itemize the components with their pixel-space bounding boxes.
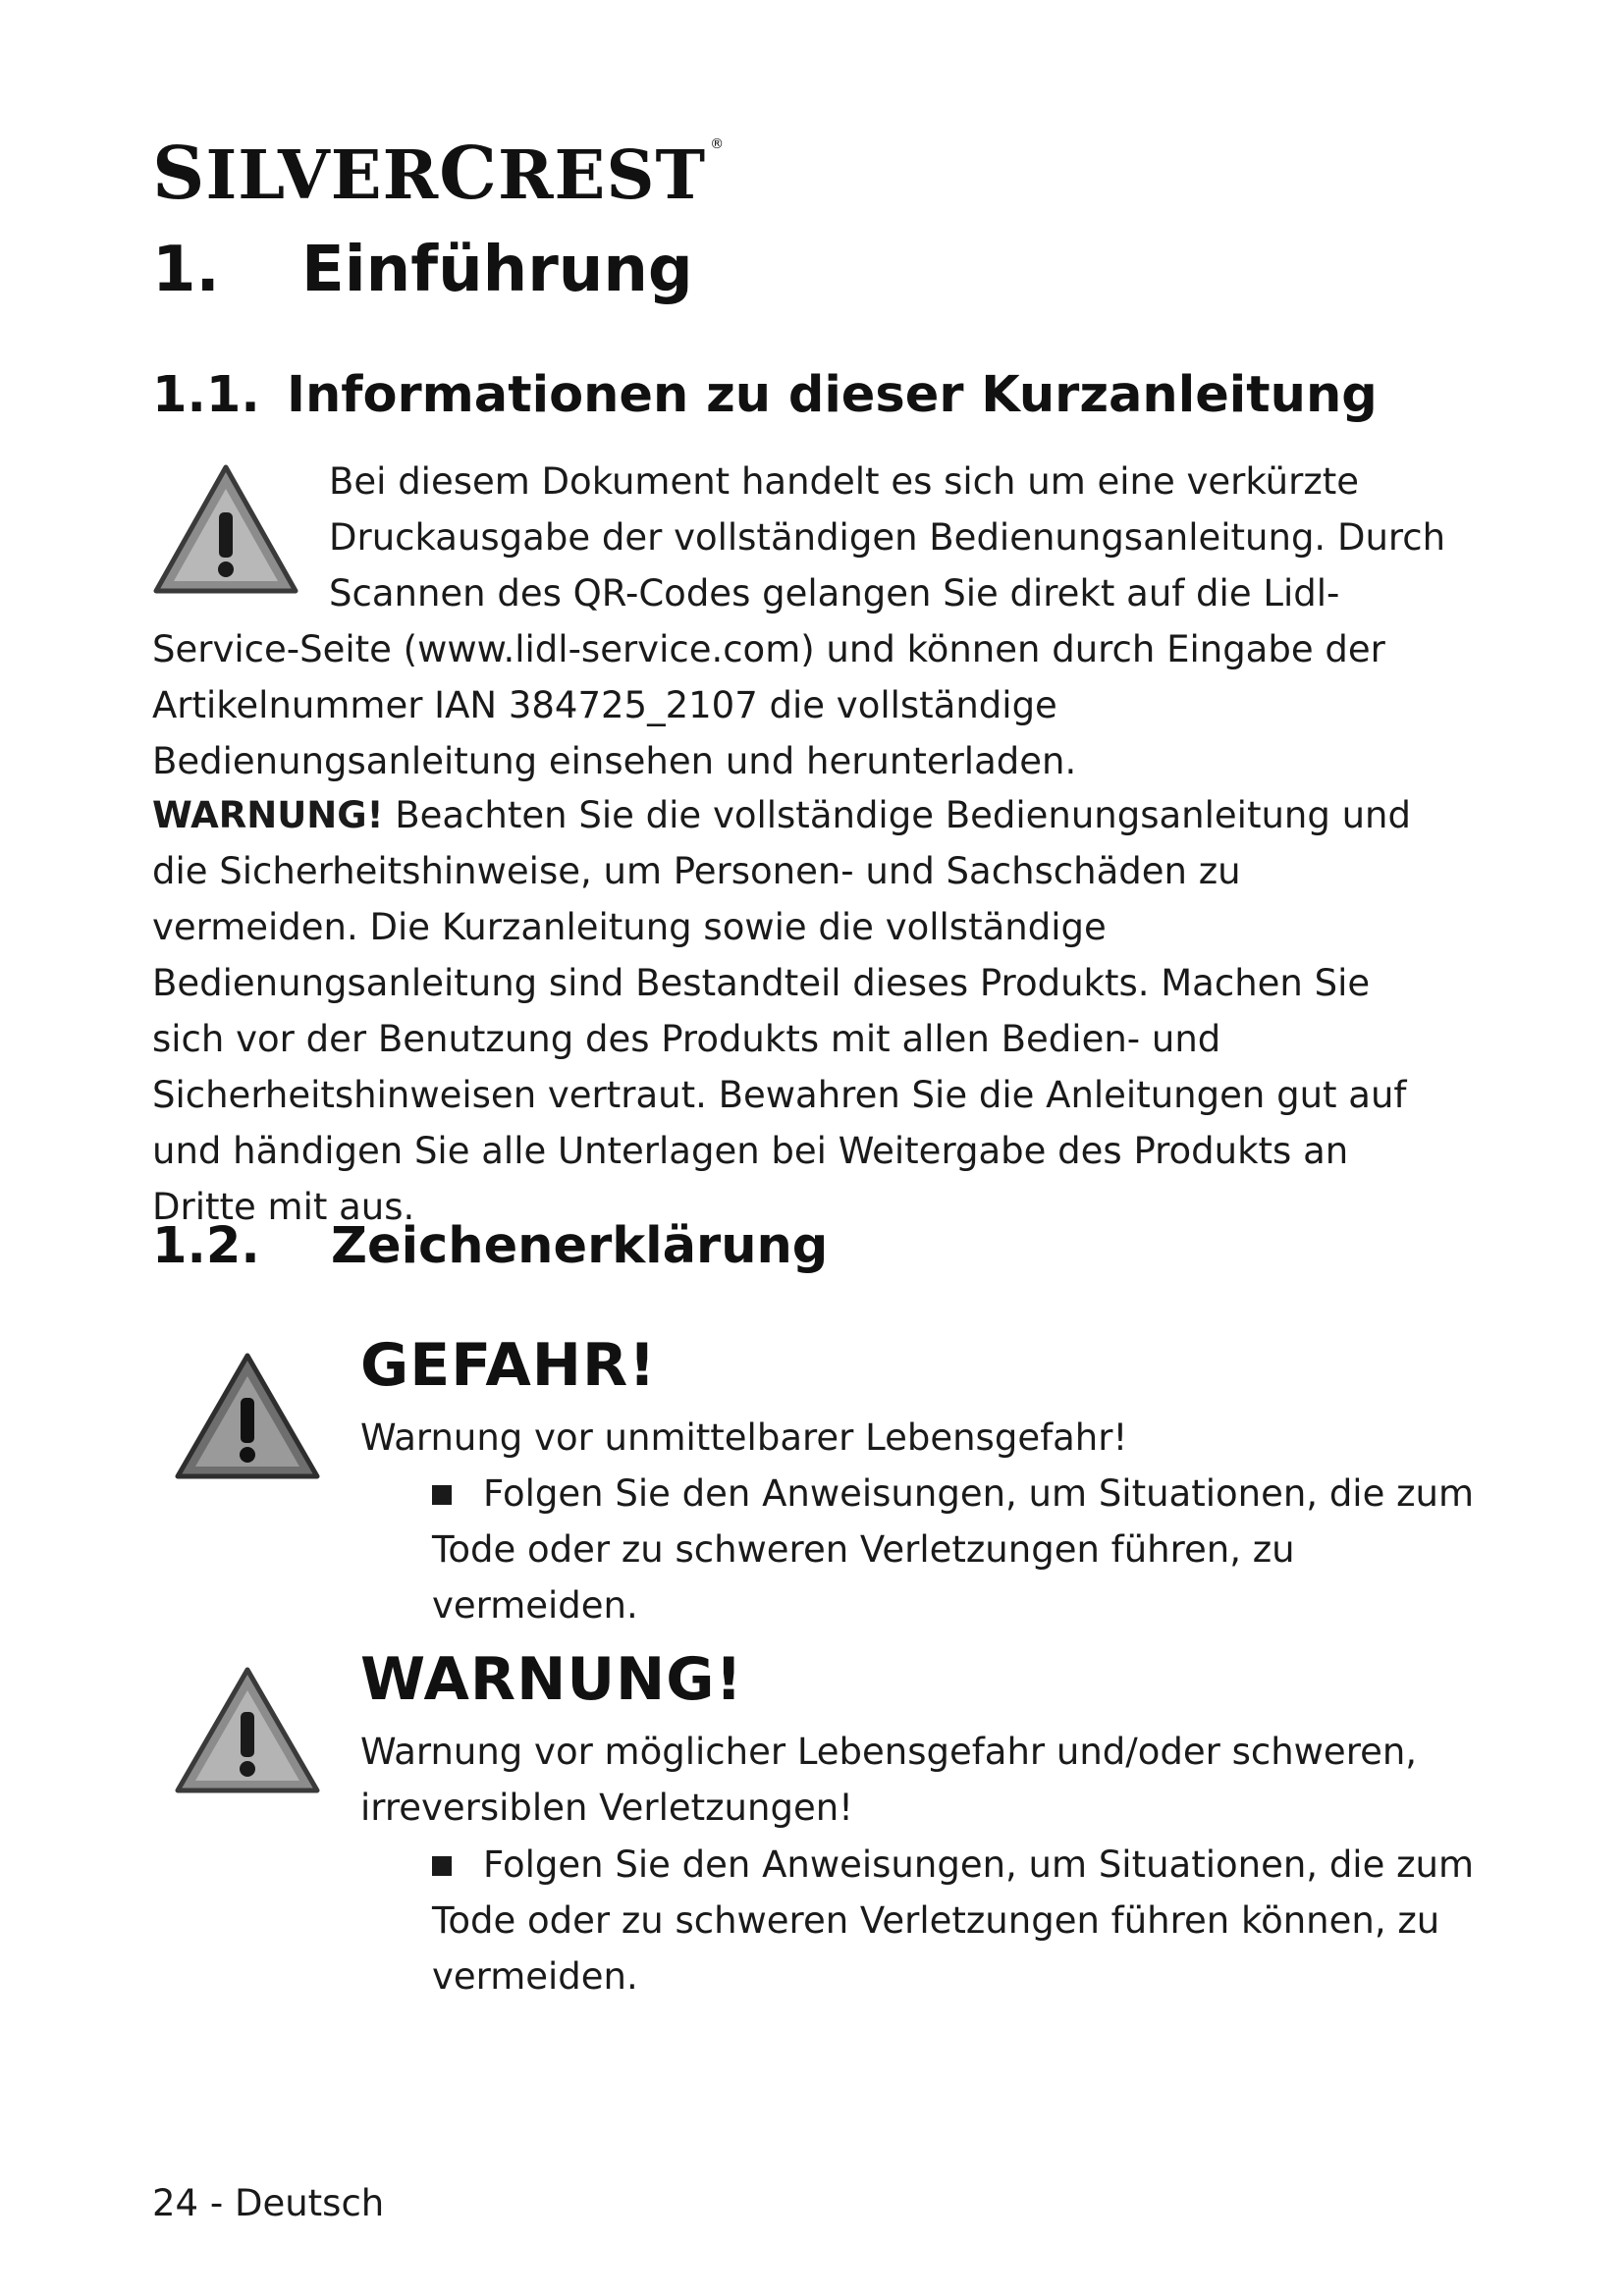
warning-triangle-icon [174,1665,321,1797]
section-heading-1-1 [152,368,1378,423]
warning-paragraph [152,787,1448,1235]
symbol-gefahr [152,1331,1475,1647]
symbol-title: GEFAHR! [360,1331,657,1400]
symbol-warnung [152,1645,1475,2010]
bullet-text: Folgen Sie den Anweisungen, um Situationen, die zum Tode oder zu schweren Verletzungen führen, zu vermeiden. [432,1472,1475,1627]
info-paragraph [152,454,1448,789]
warning-label: WARNUNG! [152,794,384,836]
warning-triangle-icon [152,461,299,599]
page-footer: 24 - Deutsch [152,2182,385,2224]
chapter-heading [152,236,693,304]
section-title: Informationen zu dieser Kurzanleitung [287,366,1378,424]
warning-text: Beachten Sie die vollständige Bedienungsanleitung und die Sicherheitshinweise, um Personen- und Sachschäden zu vermeiden. Die Kurzanleitung sowie die vollständige Bedienungsanleitung sind Bestandteil dieses Produkts. Machen Sie sich vor der Benutzung des Produkts mit allen Bedien- und Sicherheitshinweisen vertraut. Bewahren Sie die Anleitungen gut auf und händigen Sie alle Unterlagen bei Weitergabe des Produkts an Dritte mit aus. [152,794,1411,1228]
warning-triangle-icon [174,1351,321,1483]
section-number: 1.2. [152,1217,260,1275]
section-title: Zeichenerklärung [331,1217,829,1275]
section-heading-1-2 [152,1219,828,1274]
chapter-title: Einführung [301,234,693,306]
symbol-description: Warnung vor unmittelbarer Lebensgefahr! [360,1416,1128,1459]
bullet-square-icon [432,1485,452,1505]
chapter-number: 1. [152,234,220,306]
brand-logo: SILVERCREST ® [152,132,726,216]
bullet-text: Folgen Sie den Anweisungen, um Situationen, die zum Tode oder zu schweren Verletzungen führen können, zu vermeiden. [432,1843,1475,1998]
section-number: 1.1. [152,366,260,424]
bullet-square-icon [432,1856,452,1876]
symbol-description: Warnung vor möglicher Lebensgefahr und/oder schweren, irreversiblen Verletzungen! [360,1731,1418,1829]
symbol-title: WARNUNG! [360,1645,743,1714]
symbol-bullet [432,1837,1497,2004]
info-text: Bei diesem Dokument handelt es sich um eine verkürzte Druckausgabe der vollständigen Bedienungsanleitung. Durch Scannen des QR-Codes gelangen Sie direkt auf die Lidl-Service-Seite (www.lidl-service.com) und können durch Eingabe der Artikelnummer IAN 384725_2107 die vollständige Bedienungsanleitung einsehen und herunterladen. [152,460,1446,782]
symbol-bullet [432,1466,1497,1633]
